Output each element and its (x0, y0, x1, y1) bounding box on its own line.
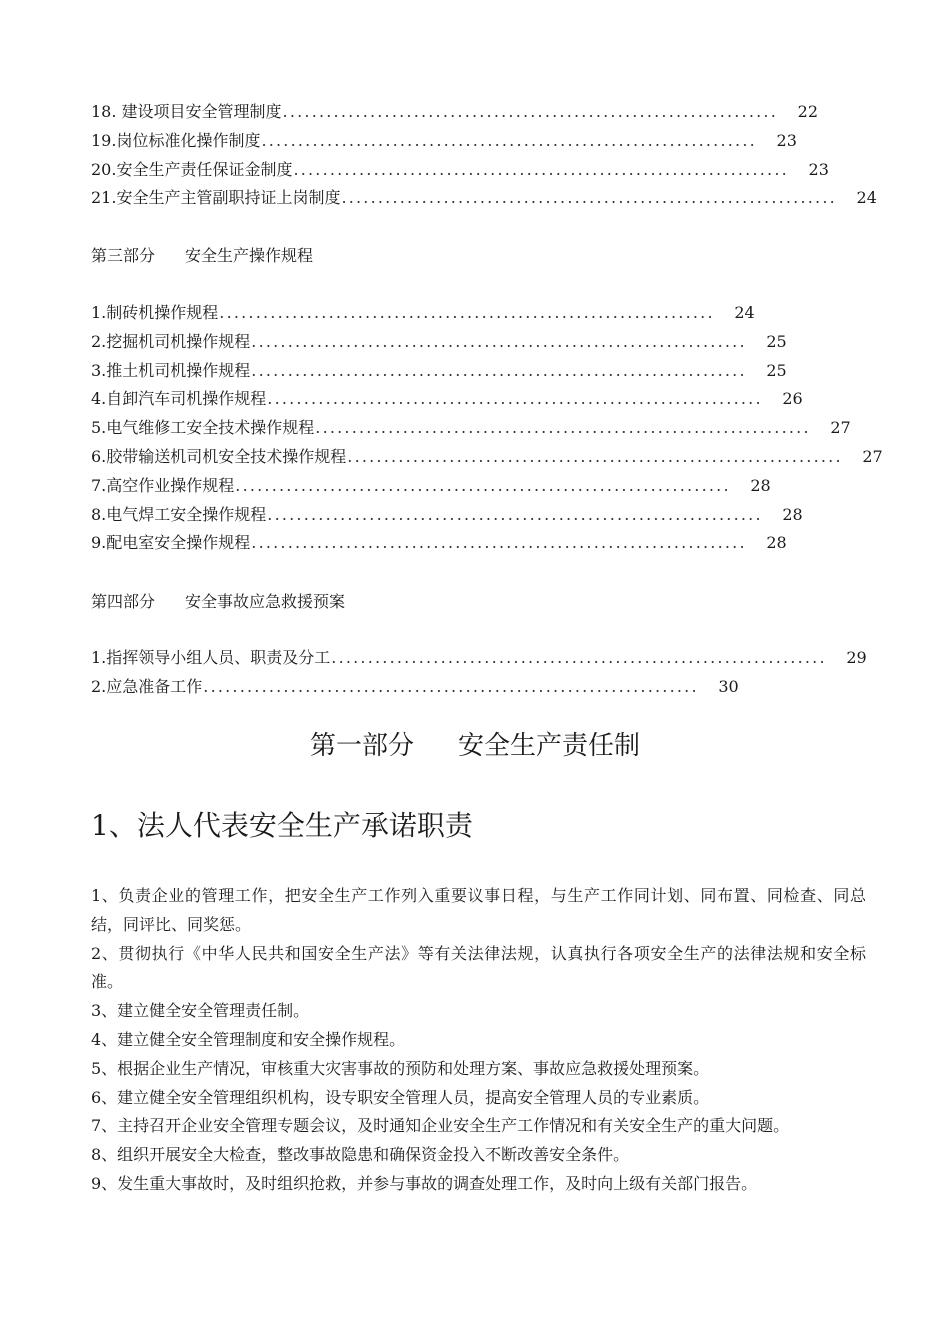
toc-entry[interactable] (91, 184, 877, 213)
toc-entry[interactable] (91, 98, 818, 127)
toc-entry-label: 20.安全生产责任保证金制度 (91, 159, 293, 179)
toc-part4-list (91, 644, 867, 702)
toc-entry-page: 26 (782, 389, 803, 409)
toc-entry[interactable] (91, 328, 787, 357)
toc-entry-label: 7.高空作业操作规程 (91, 475, 235, 495)
toc-entry-page: 23 (776, 130, 797, 150)
toc-leader-dots: .................................................................... (315, 418, 811, 438)
duty-item: 3、建立健全安全管理责任制。 (91, 1001, 310, 1021)
toc-entry[interactable] (91, 673, 739, 702)
toc-part2-tail (91, 98, 877, 213)
toc-entry-page: 24 (856, 188, 877, 208)
part1-title (0, 726, 950, 766)
toc-entry[interactable] (91, 529, 787, 558)
toc-entry-page: 30 (718, 676, 739, 696)
toc-entry-page: 28 (750, 475, 771, 495)
toc-entry-label: 4.自卸汽车司机操作规程 (91, 389, 267, 409)
toc-entry-page: 23 (808, 159, 829, 179)
duty-item: 9、发生重大事故时，及时组织抢救，并参与事故的调查处理工作，及时向上级有关部门报告。 (91, 1173, 758, 1193)
toc-leader-dots: .................................................................... (261, 130, 757, 150)
toc-entry-page: 27 (862, 446, 883, 466)
duty-item: 6、建立健全安全管理组织机构，设专职安全管理人员，提高安全管理人员的专业素质。 (91, 1087, 710, 1107)
duty-item: 8、组织开展安全大检查，整改事故隐患和确保资金投入不断改善安全条件。 (91, 1145, 630, 1165)
toc-entry-page: 24 (734, 303, 755, 322)
toc-leader-dots: .................................................................... (267, 389, 763, 409)
toc-entry-label: 1.指挥领导小组人员、职责及分工 (91, 648, 331, 667)
toc-entry-label: 9.配电室安全操作规程 (91, 533, 251, 553)
toc-entry-label: 18. 建设项目安全管理制度 (91, 102, 282, 121)
toc-entry[interactable] (91, 472, 771, 501)
toc-entry-label: 8.电气焊工安全操作规程 (91, 504, 267, 524)
toc-entry-page: 25 (766, 360, 787, 380)
toc-entry[interactable] (91, 299, 755, 328)
toc-entry-label: 6.胶带输送机司机安全技术操作规程 (91, 446, 347, 466)
toc-entry-page: 25 (766, 331, 787, 351)
duty-item: 7、主持召开企业安全管理专题会议，及时通知企业安全生产工作情况和有关安全生产的重大问题。 (91, 1116, 790, 1136)
toc-entry[interactable] (91, 501, 803, 530)
toc-leader-dots: .................................................................... (282, 102, 778, 121)
toc-entry-label: 5.电气维修工安全技术操作规程 (91, 418, 315, 438)
part-number: 第一部分 (309, 731, 414, 761)
toc-leader-dots: .................................................................... (267, 504, 763, 524)
toc-entry-page: 28 (766, 533, 787, 553)
section-title: 1、法人代表安全生产承诺职责 (91, 809, 473, 842)
toc-leader-dots: .................................................................... (293, 159, 789, 179)
part-title: 安全事故应急救援预案 (185, 592, 346, 611)
toc-entry[interactable] (91, 127, 797, 156)
toc-entry[interactable] (91, 385, 803, 414)
toc-leader-dots: .................................................................... (251, 533, 747, 553)
toc-entry-label: 2.应急准备工作 (91, 676, 203, 696)
toc-leader-dots: .................................................................... (235, 475, 731, 495)
toc-leader-dots: .................................................................... (251, 360, 747, 380)
toc-leader-dots: .................................................................... (251, 331, 747, 351)
toc-leader-dots: .................................................................... (219, 303, 715, 322)
toc-leader-dots: .................................................................... (347, 446, 843, 466)
toc-leader-dots: .................................................................... (341, 188, 837, 208)
toc-part3-heading (91, 242, 313, 270)
duties-list (91, 882, 866, 1199)
duty-item: 2、贯彻执行《中华人民共和国安全生产法》等有关法律法规，认真执行各项安全生产的法律法规和安全标准。 (91, 943, 866, 992)
toc-entry-label: 1.制砖机操作规程 (91, 303, 219, 322)
toc-entry-label: 2.挖掘机司机操作规程 (91, 331, 251, 351)
duty-item: 5、根据企业生产情况，审核重大灾害事故的预防和处理方案、事故应急救援处理预案。 (91, 1058, 710, 1078)
toc-entry-page: 27 (830, 418, 851, 438)
part-title: 安全生产操作规程 (185, 246, 314, 265)
toc-entry[interactable] (91, 414, 851, 443)
toc-entry-page: 28 (782, 504, 803, 524)
part-number: 第四部分 (91, 592, 156, 611)
toc-entry[interactable] (91, 156, 829, 185)
toc-part4-heading (91, 588, 345, 616)
toc-entry-page: 22 (797, 102, 818, 121)
toc-entry[interactable] (91, 357, 787, 386)
toc-entry[interactable] (91, 644, 867, 673)
toc-entry[interactable] (91, 443, 883, 472)
duty-item: 1、负责企业的管理工作，把安全生产工作列入重要议事日程，与生产工作同计划、同布置、同检查、同总结，同评比、同奖惩。 (91, 886, 866, 934)
part-title: 安全生产责任制 (458, 731, 641, 761)
toc-entry-page: 29 (846, 648, 867, 667)
duty-item: 4、建立健全安全管理制度和安全操作规程。 (91, 1029, 406, 1049)
toc-entry-label: 21.安全生产主管副职持证上岗制度 (91, 188, 341, 208)
part-number: 第三部分 (91, 246, 156, 265)
toc-part3-list (91, 299, 883, 558)
toc-entry-label: 3.推土机司机操作规程 (91, 360, 251, 380)
toc-leader-dots: .................................................................... (331, 648, 827, 667)
toc-entry-label: 19.岗位标准化操作制度 (91, 130, 261, 150)
toc-leader-dots: .................................................................... (203, 676, 699, 696)
